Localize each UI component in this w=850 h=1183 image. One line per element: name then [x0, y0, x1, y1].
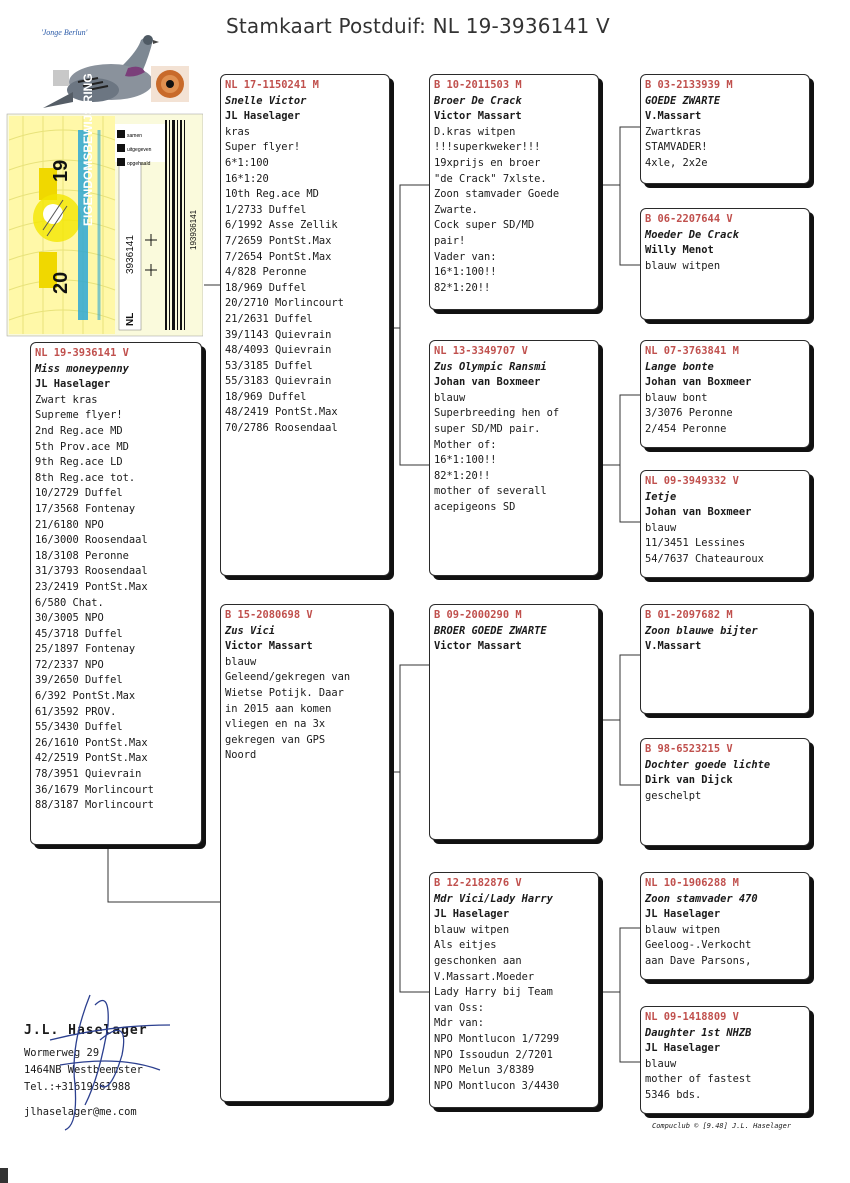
detail-line: blauw witpen: [645, 259, 721, 272]
breeder-email: jlhaselager@me.com: [24, 1106, 137, 1118]
ring-barcode-number: 193936141: [189, 209, 198, 250]
detail-line: 53/3185 Duffel: [225, 359, 313, 372]
detail-line: NPO Montlucon 1/7299: [434, 1032, 560, 1045]
detail-line: 2/454 Peronne: [645, 422, 727, 435]
detail-line: 6/580 Chat.: [35, 596, 104, 609]
breeder-name: J.L. Haselager: [24, 1023, 148, 1038]
detail-line: 82*1:20!!: [434, 281, 491, 294]
detail-line: "de Crack" 7xlste.: [434, 172, 547, 185]
detail-line: 8th Reg.ace tot.: [35, 471, 136, 484]
detail-line: 30/3005 NPO: [35, 612, 104, 625]
detail-line: 4/828 Peronne: [225, 266, 307, 279]
breeder-address-line1: Wormerweg 29: [24, 1047, 100, 1059]
detail-line: 48/2419 PontSt.Max: [225, 406, 338, 419]
detail-line: Geleend/gekregen van: [225, 671, 351, 684]
breeder-address-line2: 1464NB Westbeemster: [24, 1064, 143, 1076]
pigeon-card-grandfather-paternal: [429, 74, 599, 310]
details: [645, 789, 805, 805]
detail-line: Als eitjes: [434, 939, 497, 952]
pigeon-name: Broer De Crack: [434, 94, 522, 107]
software-credit: Compuclub © [9.48] J.L. Haselager: [652, 1122, 792, 1130]
detail-line: aan Dave Parsons,: [645, 954, 752, 967]
details: [645, 1057, 805, 1104]
ring-number: NL 09-3949332 V: [645, 475, 739, 487]
ring-number: B 03-2133939 M: [645, 79, 733, 91]
ring-number: 3936141: [125, 235, 136, 274]
pigeon-card-mother: [220, 604, 390, 1102]
detail-line: V.Massart.Moeder: [434, 970, 535, 983]
ring-number: B 09-2000290 M: [434, 609, 522, 621]
details: [35, 393, 197, 814]
detail-line: 18/3108 Peronne: [35, 549, 129, 562]
detail-line: Super flyer!: [225, 141, 301, 154]
detail-line: 4xle, 2x2e: [645, 156, 708, 169]
detail-line: 6/1992 Asse Zellik: [225, 219, 338, 232]
pigeon-card-subject: [30, 342, 202, 845]
details: [645, 923, 805, 970]
detail-line: mother of severall: [434, 485, 547, 498]
details: [225, 125, 385, 437]
detail-line: geschonken aan: [434, 954, 522, 967]
details: [645, 391, 805, 438]
detail-line: 18/969 Duffel: [225, 390, 307, 403]
ring-number: B 15-2080698 V: [225, 609, 313, 621]
detail-line: 25/1897 Fontenay: [35, 643, 136, 656]
ring-number: NL 13-3349707 V: [434, 345, 528, 357]
ring-number: B 12-2182876 V: [434, 877, 522, 889]
detail-line: blauw: [434, 391, 466, 404]
ring-number: NL 19-3936141 V: [35, 347, 129, 359]
details: [645, 125, 805, 172]
detail-line: !!!superkweker!!!: [434, 141, 541, 154]
detail-line: blauw bont: [645, 391, 708, 404]
detail-line: 16*1:100!!: [434, 266, 497, 279]
detail-line: 55/3430 Duffel: [35, 721, 123, 734]
detail-line: Wietse Potijk. Daar: [225, 686, 344, 699]
detail-line: Zwart kras: [35, 393, 98, 406]
detail-line: 16*1:20: [225, 172, 269, 185]
detail-line: 7/2659 PontSt.Max: [225, 234, 332, 247]
detail-line: 16*1:100!!: [434, 454, 497, 467]
pigeon-name: BROER GOEDE ZWARTE: [434, 624, 547, 637]
ring-number: NL 10-1906288 M: [645, 877, 739, 889]
pigeon-name: Miss moneypenny: [35, 362, 129, 375]
detail-line: 6*1:100: [225, 156, 269, 169]
details: [434, 923, 594, 1095]
detail-line: 26/1610 PontSt.Max: [35, 736, 148, 749]
owner: Willy Menot: [645, 244, 714, 257]
detail-line: super SD/MD pair.: [434, 422, 541, 435]
detail-line: Zoon stamvader Goede: [434, 188, 560, 201]
pigeon-name: GOEDE ZWARTE: [645, 94, 721, 107]
svg-text:samen: samen: [127, 133, 143, 139]
pigeon-name: Zoon blauwe bijter: [645, 624, 758, 637]
pigeon-card-grandfather-maternal: [429, 604, 599, 840]
detail-line: NPO Issoudun 2/7201: [434, 1048, 553, 1061]
owner: JL Haselager: [434, 908, 510, 921]
detail-line: 7/2654 PontSt.Max: [225, 250, 332, 263]
detail-line: Lady Harry bij Team: [434, 986, 553, 999]
detail-line: in 2015 aan komen: [225, 702, 332, 715]
owner: Victor Massart: [434, 110, 522, 123]
detail-line: blauw: [645, 521, 677, 534]
detail-line: Supreme flyer!: [35, 409, 123, 422]
ring-band-text: EIGENDOMSBEWIJS RING: [81, 73, 95, 226]
pigeon-name: Lange bonte: [645, 360, 714, 373]
detail-line: blauw witpen: [434, 923, 510, 936]
page-title: Stamkaart Postduif: NL 19-3936141 V: [226, 14, 610, 38]
pigeon-name: Moeder De Crack: [645, 228, 739, 241]
detail-line: 2nd Reg.ace MD: [35, 424, 123, 437]
detail-line: 42/2519 PontSt.Max: [35, 752, 148, 765]
detail-line: 45/3718 Duffel: [35, 627, 123, 640]
detail-line: 61/3592 PROV.: [35, 705, 117, 718]
detail-line: 39/1143 Quievrain: [225, 328, 332, 341]
detail-line: 48/4093 Quievrain: [225, 344, 332, 357]
detail-line: STAMVADER!: [645, 141, 708, 154]
detail-line: 21/2631 Duffel: [225, 312, 313, 325]
detail-line: Noord: [225, 749, 257, 762]
detail-line: 5346 bds.: [645, 1088, 702, 1101]
detail-line: blauw witpen: [645, 923, 721, 936]
detail-line: Superbreeding hen of: [434, 407, 560, 420]
pigeon-name: Zoon stamvader 470: [645, 892, 758, 905]
ring-certificate: [7, 114, 203, 336]
detail-line: 55/3183 Quievrain: [225, 375, 332, 388]
pigeon-card-grandmother-paternal: [429, 340, 599, 576]
detail-line: 17/3568 Fontenay: [35, 502, 136, 515]
detail-line: Vader van:: [434, 250, 497, 263]
pigeon-name: Zus Vici: [225, 624, 276, 637]
owner: Victor Massart: [225, 640, 313, 653]
pigeon-card-ggp-ffm: [640, 208, 810, 320]
detail-line: pair!: [434, 234, 466, 247]
pigeon-photo-and-ring-card: [3, 20, 203, 338]
eye-image: [151, 66, 189, 102]
handwritten-signature: [40, 985, 180, 1135]
ring-number: NL 07-3763841 M: [645, 345, 739, 357]
pigeon-card-grandmother-maternal: [429, 872, 599, 1108]
detail-line: mother of fastest: [645, 1073, 752, 1086]
scan-edge: [0, 1168, 8, 1183]
pigeon-card-ggp-mmm: [640, 1006, 810, 1114]
pigeon-card-ggp-fff: [640, 74, 810, 184]
detail-line: blauw: [225, 655, 257, 668]
details: [225, 655, 385, 764]
detail-line: 10th Reg.ace MD: [225, 188, 319, 201]
detail-line: 72/2337 NPO: [35, 658, 104, 671]
detail-line: 10/2729 Duffel: [35, 487, 123, 500]
ring-number: B 10-2011503 M: [434, 79, 522, 91]
pigeon-card-ggp-mfm: [640, 738, 810, 846]
owner: Johan van Boxmeer: [645, 506, 752, 519]
owner: V.Massart: [645, 110, 702, 123]
ring-number: NL 17-1150241 M: [225, 79, 319, 91]
pigeon-name: Mdr Vici/Lady Harry: [434, 892, 553, 905]
detail-line: 6/392 PontSt.Max: [35, 690, 136, 703]
detail-line: 19xprijs en broer: [434, 156, 541, 169]
svg-text:opgehaald: opgehaald: [127, 161, 151, 167]
pigeon-name: Ietje: [645, 490, 677, 503]
detail-line: blauw: [645, 1057, 677, 1070]
owner: Dirk van Dijck: [645, 774, 733, 787]
ring-country: NL: [125, 312, 136, 326]
detail-line: 70/2786 Roosendaal: [225, 422, 338, 435]
detail-line: 5th Prov.ace MD: [35, 440, 129, 453]
club-logo: 'Jonge Berlun': [41, 28, 88, 37]
svg-text:uitgegeven: uitgegeven: [127, 147, 152, 153]
detail-line: 36/1679 Morlincourt: [35, 783, 154, 796]
owner: V.Massart: [645, 640, 702, 653]
detail-line: acepigeons SD: [434, 500, 516, 513]
detail-line: 1/2733 Duffel: [225, 203, 307, 216]
pigeon-name: Zus Olympic Ransmi: [434, 360, 547, 373]
owner: JL Haselager: [645, 1042, 721, 1055]
details: [645, 521, 805, 568]
detail-line: 3/3076 Peronne: [645, 407, 733, 420]
ring-number: B 98-6523215 V: [645, 743, 733, 755]
details: [434, 125, 594, 297]
ring-year-prefix: 20: [50, 271, 72, 294]
ring-number: NL 09-1418809 V: [645, 1011, 739, 1023]
detail-line: 9th Reg.ace LD: [35, 456, 123, 469]
detail-line: D.kras witpen: [434, 125, 516, 138]
pigeon-card-ggp-mmf: [640, 872, 810, 980]
detail-line: 78/3951 Quievrain: [35, 768, 142, 781]
detail-line: Geeloog-.Verkocht: [645, 939, 752, 952]
detail-line: Cock super SD/MD: [434, 219, 535, 232]
detail-line: NPO Melun 3/8389: [434, 1064, 535, 1077]
breeder-phone: Tel.:+31619361988: [24, 1081, 131, 1093]
detail-line: 54/7637 Chateauroux: [645, 552, 764, 565]
pigeon-card-ggp-fmf: [640, 340, 810, 448]
detail-line: vliegen en na 3x: [225, 718, 326, 731]
owner: JL Haselager: [35, 378, 111, 391]
owner: Johan van Boxmeer: [645, 376, 752, 389]
detail-line: 21/6180 NPO: [35, 518, 104, 531]
ring-number: B 06-2207644 V: [645, 213, 733, 225]
detail-line: Zwartkras: [645, 125, 702, 138]
detail-line: 23/2419 PontSt.Max: [35, 580, 148, 593]
detail-line: van Oss:: [434, 1001, 485, 1014]
detail-line: gekregen van GPS: [225, 733, 326, 746]
detail-line: Mother of:: [434, 438, 497, 451]
detail-line: 82*1:20!!: [434, 469, 491, 482]
pigeon-card-father: [220, 74, 390, 576]
detail-line: geschelpt: [645, 789, 702, 802]
pigeon-name: Daughter 1st NHZB: [645, 1026, 752, 1039]
detail-line: NPO Montlucon 3/4430: [434, 1079, 560, 1092]
owner: JL Haselager: [225, 110, 301, 123]
detail-line: Mdr van:: [434, 1017, 485, 1030]
detail-line: Zwarte.: [434, 203, 478, 216]
pigeon-name: Snelle Victor: [225, 94, 307, 107]
pigeon-card-ggp-fmm: [640, 470, 810, 578]
owner: Johan van Boxmeer: [434, 376, 541, 389]
owner: JL Haselager: [645, 908, 721, 921]
ring-year-short: 19: [50, 159, 72, 182]
detail-line: 18/969 Duffel: [225, 281, 307, 294]
details: [645, 259, 805, 275]
detail-line: kras: [225, 125, 251, 138]
detail-line: 16/3000 Roosendaal: [35, 534, 148, 547]
details: [434, 391, 594, 516]
owner: Victor Massart: [434, 640, 522, 653]
detail-line: 39/2650 Duffel: [35, 674, 123, 687]
ring-number: B 01-2097682 M: [645, 609, 733, 621]
detail-line: 11/3451 Lessines: [645, 537, 746, 550]
pigeon-card-ggp-mff: [640, 604, 810, 714]
detail-line: 88/3187 Morlincourt: [35, 799, 154, 812]
detail-line: 20/2710 Morlincourt: [225, 297, 344, 310]
detail-line: 31/3793 Roosendaal: [35, 565, 148, 578]
pigeon-name: Dochter goede lichte: [645, 758, 771, 771]
